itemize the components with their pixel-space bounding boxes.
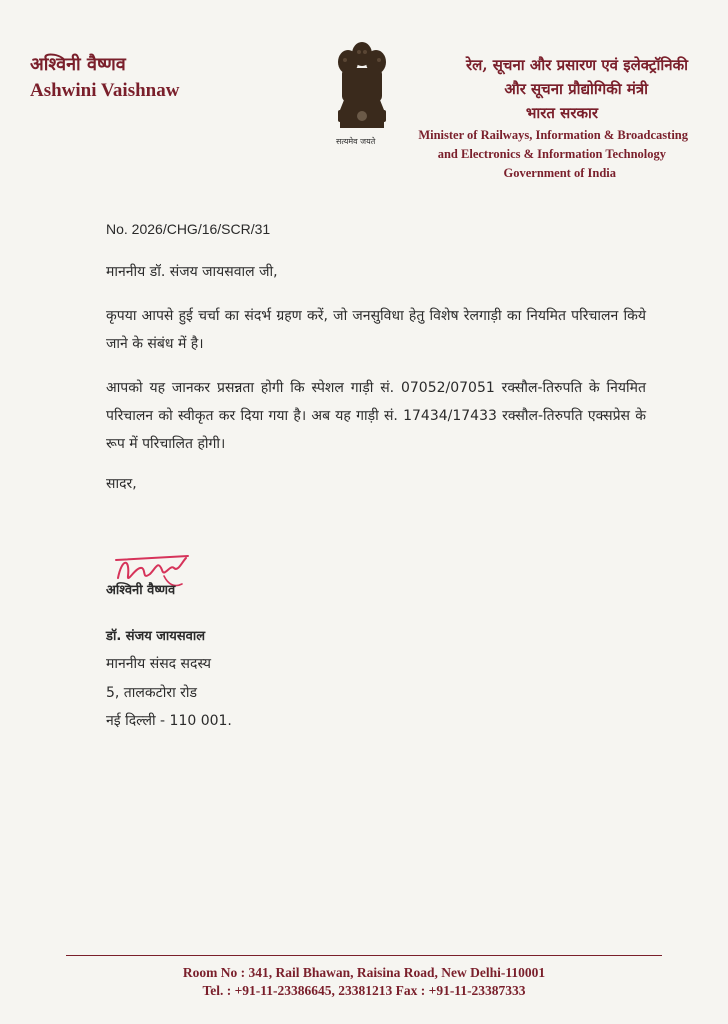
signatory-name: अश्विनी वैष्णव bbox=[106, 583, 176, 598]
emblem-caption: सत्यमेव जयते bbox=[336, 137, 376, 146]
closing: सादर, bbox=[106, 476, 137, 492]
reference-number: No. 2026/CHG/16/SCR/31 bbox=[106, 221, 271, 237]
recipient-address-line1: 5, तालकटोरा रोड bbox=[106, 685, 197, 701]
ministry-english-line3: Government of India bbox=[503, 166, 616, 180]
ministry-english-line1: Minister of Railways, Information & Broadcasting bbox=[418, 128, 688, 142]
ministry-hindi-line1: रेल, सूचना और प्रसारण एवं इलेक्ट्रॉनिकी bbox=[466, 56, 688, 74]
sender-name-english: Ashwini Vaishnaw bbox=[30, 80, 180, 101]
national-emblem-icon bbox=[330, 40, 394, 148]
salutation: माननीय डॉ. संजय जायसवाल जी, bbox=[106, 264, 278, 280]
recipient-name: डॉ. संजय जायसवाल bbox=[106, 629, 206, 644]
recipient-address-line2: नई दिल्ली - 110 001. bbox=[106, 713, 232, 729]
paragraph-1: कृपया आपसे हुई चर्चा का संदर्भ ग्रहण करें, जो जनसुविधा हेतु विशेष रेलगाड़ी का नियमित परिचालन किये जाने के संबंध में है। bbox=[106, 308, 646, 352]
footer-contact: Tel. : +91-11-23386645, 23381213 Fax : +91-11-23387333 bbox=[202, 983, 526, 998]
recipient-designation: माननीय संसद सदस्य bbox=[106, 656, 212, 672]
ministry-hindi-line2: और सूचना प्रौद्योगिकी मंत्री bbox=[504, 80, 648, 98]
footer-address: Room No : 341, Rail Bhawan, Raisina Road, New Delhi-110001 bbox=[182, 965, 546, 980]
ministry-english-line2: and Electronics & Information Technology bbox=[437, 147, 666, 161]
footer-divider bbox=[66, 955, 662, 956]
paragraph-2: आपको यह जानकर प्रसन्नता होगी कि स्पेशल गाड़ी सं. 07052/07051 रक्सौल-तिरुपति के नियमित परिचालन को स्वीकृत कर दिया गया है। अब यह गाड़ी सं. 17434/17433 रक्सौल-तिरुपति एक्सप्रेस के रूप में परिचालित होगी। bbox=[106, 380, 646, 452]
sender-name-hindi: अश्विनी वैष्णव bbox=[30, 54, 126, 75]
ministry-hindi-line3: भारत सरकार bbox=[525, 104, 598, 122]
